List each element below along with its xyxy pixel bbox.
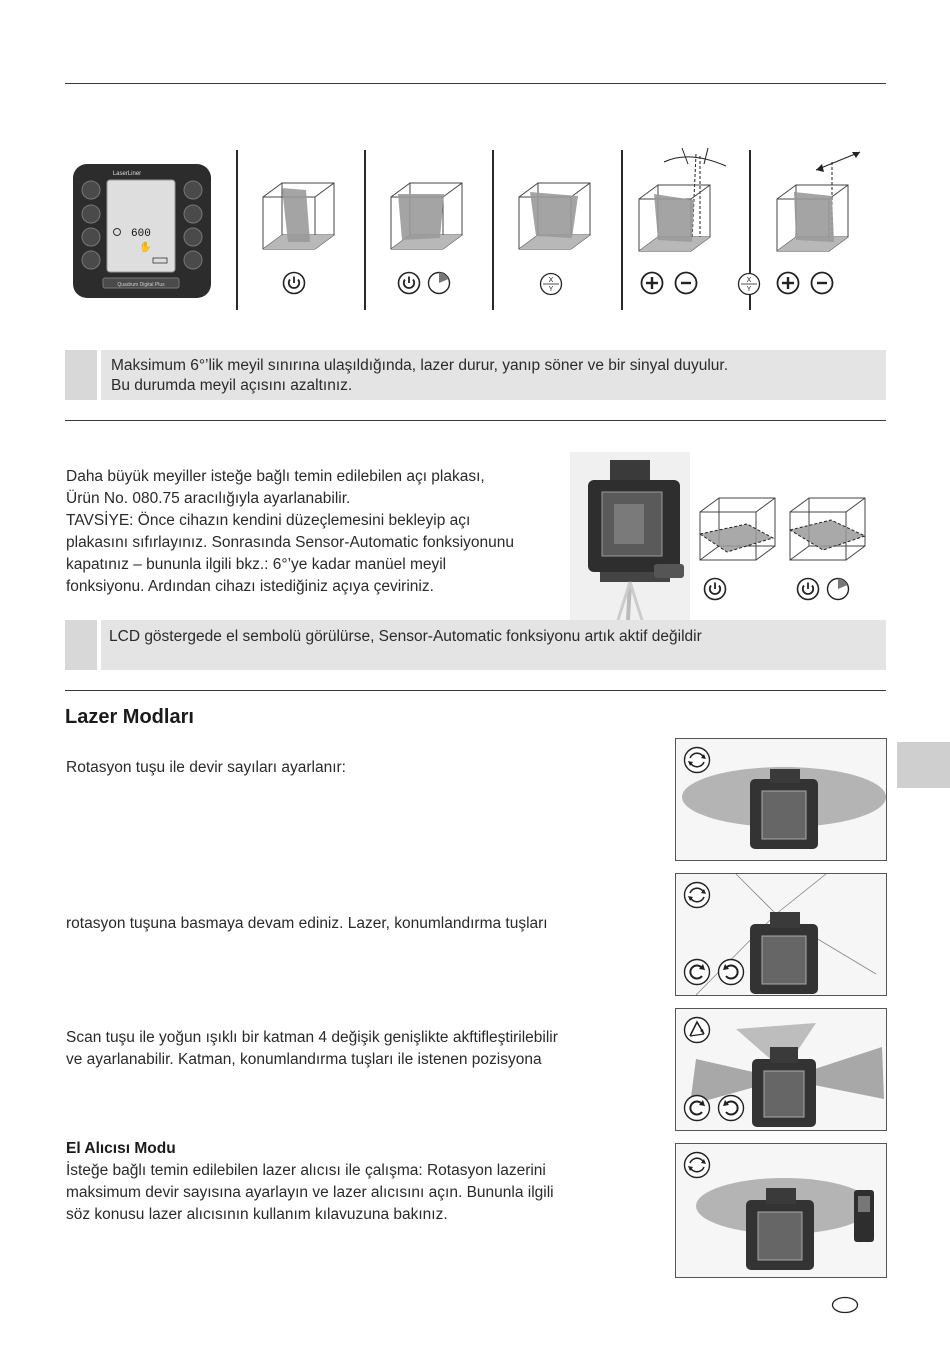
rotate-left-icon	[683, 1094, 711, 1122]
rotation-icon	[683, 881, 711, 909]
svg-text:✋: ✋	[139, 242, 152, 253]
scan-text	[66, 1027, 646, 1071]
power-icon	[796, 577, 820, 601]
figure-separator	[364, 150, 366, 310]
receiver-text	[66, 1160, 646, 1226]
rotation-icon	[683, 746, 711, 774]
paragraph-line: ve ayarlanabilir. Katman, konumlandırma tuşları ile istenen pozisyona	[66, 1051, 542, 1068]
note-line: LCD göstergede el sembolü görülürse, Sensor-Automatic fonksiyonu artık aktif değildir	[109, 628, 702, 645]
tilt-cube-diagram	[516, 180, 596, 252]
svg-text:X: X	[746, 277, 752, 284]
plus-icon	[776, 271, 800, 295]
paragraph-line: Ürün No. 080.75 aracılığıyla ayarlanabilir.	[66, 490, 351, 507]
figure-separator	[236, 150, 238, 310]
paragraph-line: maksimum devir sayısına ayarlayın ve lazer alıcısını açın. Bununla ilgili	[66, 1184, 554, 1201]
rotate-right-icon	[717, 958, 745, 986]
timer-icon	[825, 577, 851, 601]
paragraph-line: kapatınız – bununla ilgili bkz.: 6°’ye kadar manüel meyil	[66, 556, 447, 573]
section-divider	[65, 420, 886, 421]
section-divider	[65, 690, 886, 691]
xy-axis-icon	[539, 272, 563, 296]
figure-separator	[492, 150, 494, 310]
scan-icon	[683, 1016, 711, 1044]
tilt-cube-diagram	[634, 142, 734, 254]
power-icon	[703, 577, 727, 601]
rotation-icon	[683, 1151, 711, 1179]
power-icon	[397, 271, 421, 295]
paragraph-line: İsteğe bağlı temin edilebilen lazer alıcısı ile çalışma: Rotasyon lazerini	[66, 1162, 546, 1179]
remote-display-value: 600	[131, 228, 151, 240]
timer-icon	[426, 271, 452, 295]
chapter-side-tab	[897, 742, 950, 788]
note-tab	[65, 620, 101, 670]
plus-icon	[640, 271, 664, 295]
tilt-cube-diagram	[260, 180, 340, 252]
laser-modes-title: Lazer Modları	[65, 706, 194, 728]
rotate-left-icon	[683, 958, 711, 986]
svg-text:X: X	[548, 277, 554, 284]
rotation-text: Rotasyon tuşu ile devir sayıları ayarlanır:	[66, 759, 346, 776]
paragraph-line: fonksiyonu. Ardından cihazı istediğiniz açıya çeviriniz.	[66, 578, 434, 595]
svg-text:Y: Y	[746, 286, 752, 293]
remote-footer-label: Quadrum Digital Plus	[117, 282, 165, 288]
paragraph-line: plakasını sıfırlayınız. Sonrasında Sensor-Automatic fonksiyonunu	[66, 534, 515, 551]
angle-plate-cube-diagram	[787, 494, 869, 564]
paragraph-line: Scan tuşu ile yoğun ışıklı bir katman 4 değişik genişlikte akftifleştirilebilir	[66, 1029, 558, 1046]
angle-plate-cube-diagram	[697, 494, 779, 564]
top-divider	[65, 83, 886, 84]
note-line: Maksimum 6°’lik meyil sınırına ulaşıldığında, lazer durur, yanıp söner ve bir sinyal duyulur.	[111, 357, 728, 374]
note-line: Bu durumda meyil açısını azaltınız.	[111, 377, 353, 394]
xy-axis-icon	[737, 272, 761, 296]
svg-text:Y: Y	[548, 286, 554, 293]
tilt-cube-diagram	[388, 180, 468, 252]
paragraph-line: TAVSİYE: Önce cihazın kendini düzeçlemesini bekleyip açı	[66, 512, 471, 529]
tilt-limit-note	[65, 350, 886, 400]
note-tab	[65, 350, 101, 400]
paragraph-line: Daha büyük meyiller isteğe bağlı temin edilebilen açı plakası,	[66, 468, 485, 485]
minus-icon	[674, 271, 698, 295]
point-mode-text: rotasyon tuşuna basmaya devam ediniz. Lazer, konumlandırma tuşları	[66, 915, 548, 932]
sensor-paragraph	[66, 466, 566, 598]
language-marker-oval	[831, 1296, 859, 1314]
figure-separator	[621, 150, 623, 310]
receiver-mode-title: El Alıcısı Modu	[66, 1140, 176, 1157]
rotate-right-icon	[717, 1094, 745, 1122]
remote-brand: LaserLiner	[112, 171, 142, 177]
hand-symbol-note	[65, 620, 886, 670]
minus-icon	[810, 271, 834, 295]
laser-on-angle-plate-image	[570, 452, 690, 620]
paragraph-line: söz konusu lazer alıcısının kullanım kılavuzuna bakınız.	[66, 1206, 448, 1223]
remote-control-image	[67, 160, 215, 302]
power-icon	[282, 271, 306, 295]
tilt-cube-diagram	[772, 144, 872, 254]
